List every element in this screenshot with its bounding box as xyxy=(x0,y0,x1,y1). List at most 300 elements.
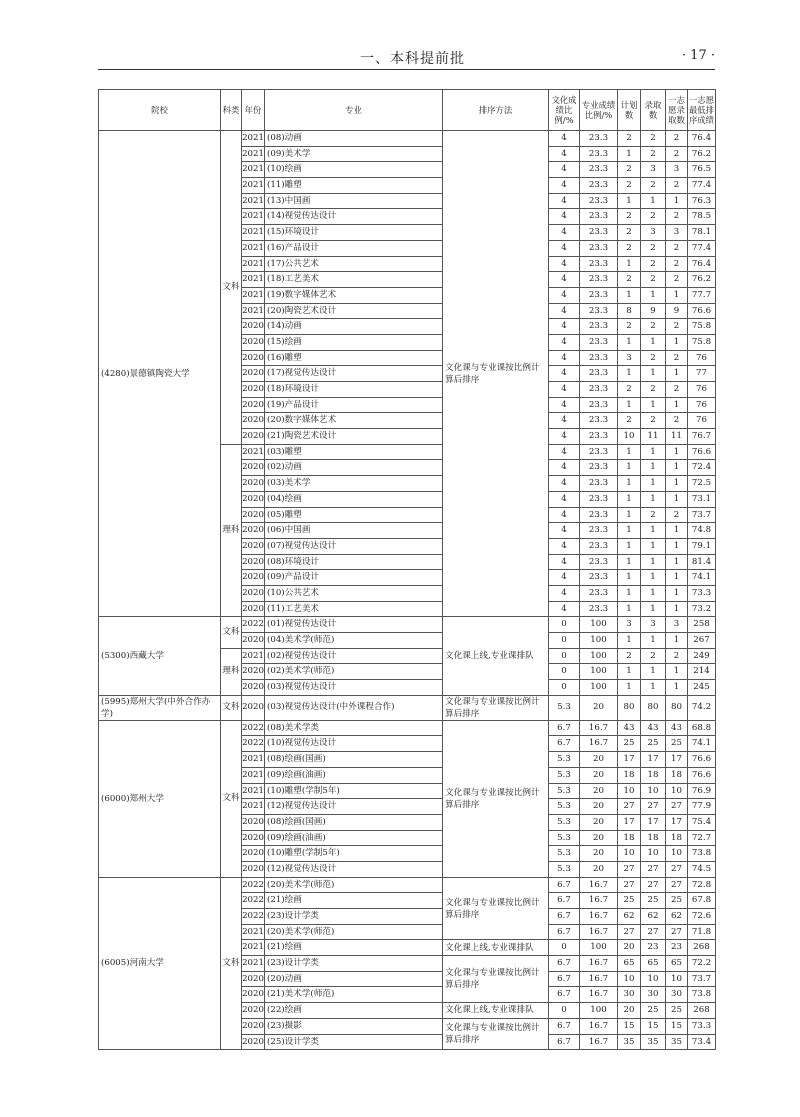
first-choice-count-cell: 25 xyxy=(666,893,688,909)
first-choice-min-cell: 77 xyxy=(688,366,716,382)
first-choice-min-cell: 75.4 xyxy=(688,814,716,830)
first-choice-min-cell: 73.1 xyxy=(688,491,716,507)
major-cell: (15)绘画 xyxy=(265,334,443,350)
admitted-cell: 2 xyxy=(641,272,666,288)
culture-ratio-cell: 4 xyxy=(549,225,580,241)
year-cell: 2022 xyxy=(242,617,265,633)
first-choice-min-cell: 73.3 xyxy=(688,585,716,601)
admitted-cell: 25 xyxy=(641,1003,666,1019)
first-choice-count-cell: 2 xyxy=(666,146,688,162)
admitted-cell: 1 xyxy=(641,601,666,617)
first-choice-min-cell: 79.1 xyxy=(688,538,716,554)
culture-ratio-cell: 0 xyxy=(549,648,580,664)
major-cell: (21)绘画 xyxy=(265,940,443,956)
major-ratio-cell: 16.7 xyxy=(580,893,618,909)
culture-ratio-cell: 0 xyxy=(549,617,580,633)
culture-ratio-cell: 4 xyxy=(549,444,580,460)
first-choice-count-cell: 1 xyxy=(666,334,688,350)
admitted-cell: 25 xyxy=(641,893,666,909)
admitted-cell: 2 xyxy=(641,146,666,162)
col-header-category: 科类 xyxy=(221,90,242,131)
major-cell: (04)绘画 xyxy=(265,491,443,507)
col-header-major: 专业 xyxy=(265,90,443,131)
first-choice-count-cell: 1 xyxy=(666,287,688,303)
culture-ratio-cell: 4 xyxy=(549,303,580,319)
year-cell: 2022 xyxy=(242,893,265,909)
admitted-cell: 23 xyxy=(641,940,666,956)
col-header-admitted: 录取数 xyxy=(641,90,666,131)
plan-cell: 27 xyxy=(618,877,641,893)
first-choice-count-cell: 18 xyxy=(666,767,688,783)
method-cell: 文化课上线,专业课排队 xyxy=(443,1003,549,1019)
plan-cell: 1 xyxy=(618,601,641,617)
admitted-cell: 2 xyxy=(641,413,666,429)
admissions-table xyxy=(98,89,716,1050)
major-cell: (08)绘画(国画) xyxy=(265,752,443,768)
major-ratio-cell: 20 xyxy=(580,783,618,799)
major-ratio-cell: 23.3 xyxy=(580,225,618,241)
culture-ratio-cell: 5.3 xyxy=(549,846,580,862)
first-choice-min-cell: 76.5 xyxy=(688,162,716,178)
plan-cell: 1 xyxy=(618,507,641,523)
first-choice-min-cell: 71.8 xyxy=(688,924,716,940)
plan-cell: 1 xyxy=(618,680,641,696)
plan-cell: 2 xyxy=(618,382,641,398)
table-row xyxy=(99,877,716,893)
plan-cell: 1 xyxy=(618,585,641,601)
major-cell: (12)视觉传达设计 xyxy=(265,799,443,815)
first-choice-min-cell: 68.8 xyxy=(688,720,716,736)
first-choice-min-cell: 67.8 xyxy=(688,893,716,909)
major-cell: (10)公共艺术 xyxy=(265,585,443,601)
first-choice-min-cell: 76.6 xyxy=(688,444,716,460)
major-ratio-cell: 16.7 xyxy=(580,909,618,925)
admitted-cell: 25 xyxy=(641,736,666,752)
plan-cell: 1 xyxy=(618,397,641,413)
first-choice-count-cell: 1 xyxy=(666,585,688,601)
major-cell: (10)绘画 xyxy=(265,162,443,178)
culture-ratio-cell: 0 xyxy=(549,1003,580,1019)
first-choice-min-cell: 76.6 xyxy=(688,303,716,319)
admitted-cell: 1 xyxy=(641,538,666,554)
first-choice-min-cell: 267 xyxy=(688,633,716,649)
major-cell: (01)视觉传达设计 xyxy=(265,617,443,633)
year-cell: 2021 xyxy=(242,178,265,194)
major-ratio-cell: 100 xyxy=(580,648,618,664)
year-cell: 2022 xyxy=(242,877,265,893)
major-ratio-cell: 16.7 xyxy=(580,1018,618,1034)
plan-cell: 18 xyxy=(618,830,641,846)
first-choice-count-cell: 80 xyxy=(666,695,688,720)
admitted-cell: 1 xyxy=(641,444,666,460)
first-choice-count-cell: 15 xyxy=(666,1018,688,1034)
major-cell: (23)设计学类 xyxy=(265,909,443,925)
plan-cell: 27 xyxy=(618,861,641,877)
culture-ratio-cell: 6.7 xyxy=(549,877,580,893)
first-choice-min-cell: 77.4 xyxy=(688,178,716,194)
first-choice-min-cell: 75.8 xyxy=(688,334,716,350)
major-cell: (09)绘画(油画) xyxy=(265,830,443,846)
major-ratio-cell: 23.3 xyxy=(580,131,618,147)
major-cell: (21)美术学(师范) xyxy=(265,987,443,1003)
admitted-cell: 27 xyxy=(641,877,666,893)
plan-cell: 2 xyxy=(618,131,641,147)
category-cell: 文科 xyxy=(221,617,242,648)
plan-cell: 2 xyxy=(618,413,641,429)
major-cell: (10)视觉传达设计 xyxy=(265,736,443,752)
first-choice-min-cell: 74.5 xyxy=(688,861,716,877)
culture-ratio-cell: 4 xyxy=(549,334,580,350)
year-cell: 2020 xyxy=(242,397,265,413)
plan-cell: 1 xyxy=(618,146,641,162)
year-cell: 2021 xyxy=(242,303,265,319)
culture-ratio-cell: 4 xyxy=(549,256,580,272)
method-cell: 文化课与专业课按比例计算后排序 xyxy=(443,695,549,720)
first-choice-min-cell: 72.2 xyxy=(688,956,716,972)
culture-ratio-cell: 0 xyxy=(549,633,580,649)
culture-ratio-cell: 4 xyxy=(549,382,580,398)
culture-ratio-cell: 4 xyxy=(549,350,580,366)
year-cell: 2020 xyxy=(242,814,265,830)
first-choice-count-cell: 2 xyxy=(666,256,688,272)
major-cell: (17)视觉传达设计 xyxy=(265,366,443,382)
major-ratio-cell: 20 xyxy=(580,861,618,877)
admitted-cell: 10 xyxy=(641,846,666,862)
year-cell: 2021 xyxy=(242,956,265,972)
first-choice-count-cell: 2 xyxy=(666,507,688,523)
major-cell: (05)雕塑 xyxy=(265,507,443,523)
plan-cell: 27 xyxy=(618,924,641,940)
first-choice-min-cell: 76 xyxy=(688,382,716,398)
first-choice-count-cell: 27 xyxy=(666,877,688,893)
major-cell: (08)动画 xyxy=(265,131,443,147)
major-cell: (20)美术学(师范) xyxy=(265,877,443,893)
col-header-plan: 计划数 xyxy=(618,90,641,131)
year-cell: 2021 xyxy=(242,648,265,664)
plan-cell: 2 xyxy=(618,225,641,241)
major-cell: (21)绘画 xyxy=(265,893,443,909)
first-choice-min-cell: 78.1 xyxy=(688,225,716,241)
plan-cell: 3 xyxy=(618,350,641,366)
major-ratio-cell: 23.3 xyxy=(580,256,618,272)
first-choice-min-cell: 76 xyxy=(688,350,716,366)
year-cell: 2021 xyxy=(242,752,265,768)
admitted-cell: 9 xyxy=(641,303,666,319)
year-cell: 2020 xyxy=(242,987,265,1003)
school-cell: (5995)郑州大学(中外合作办学) xyxy=(99,695,221,720)
admitted-cell: 3 xyxy=(641,617,666,633)
year-cell: 2020 xyxy=(242,1003,265,1019)
year-cell: 2022 xyxy=(242,736,265,752)
admitted-cell: 17 xyxy=(641,814,666,830)
culture-ratio-cell: 4 xyxy=(549,507,580,523)
table-row xyxy=(99,720,716,736)
admitted-cell: 35 xyxy=(641,1034,666,1050)
year-cell: 2020 xyxy=(242,554,265,570)
year-cell: 2020 xyxy=(242,476,265,492)
plan-cell: 1 xyxy=(618,523,641,539)
first-choice-count-cell: 25 xyxy=(666,736,688,752)
plan-cell: 10 xyxy=(618,429,641,445)
admitted-cell: 1 xyxy=(641,680,666,696)
year-cell: 2021 xyxy=(242,225,265,241)
culture-ratio-cell: 4 xyxy=(549,570,580,586)
admitted-cell: 15 xyxy=(641,1018,666,1034)
year-cell: 2020 xyxy=(242,585,265,601)
plan-cell: 20 xyxy=(618,940,641,956)
major-cell: (02)动画 xyxy=(265,460,443,476)
culture-ratio-cell: 5.3 xyxy=(549,752,580,768)
year-cell: 2021 xyxy=(242,924,265,940)
major-cell: (12)视觉传达设计 xyxy=(265,861,443,877)
year-cell: 2020 xyxy=(242,334,265,350)
first-choice-count-cell: 43 xyxy=(666,720,688,736)
culture-ratio-cell: 4 xyxy=(549,131,580,147)
first-choice-count-cell: 1 xyxy=(666,680,688,696)
first-choice-min-cell: 73.7 xyxy=(688,507,716,523)
admitted-cell: 11 xyxy=(641,429,666,445)
year-cell: 2020 xyxy=(242,413,265,429)
culture-ratio-cell: 4 xyxy=(549,585,580,601)
year-cell: 2021 xyxy=(242,162,265,178)
header-divider xyxy=(98,69,715,70)
plan-cell: 1 xyxy=(618,664,641,680)
first-choice-min-cell: 268 xyxy=(688,1003,716,1019)
col-header-first-choice-min: 一志愿最低排序成绩 xyxy=(688,90,716,131)
first-choice-count-cell: 2 xyxy=(666,209,688,225)
first-choice-min-cell: 72.6 xyxy=(688,909,716,925)
major-ratio-cell: 100 xyxy=(580,664,618,680)
first-choice-min-cell: 76.9 xyxy=(688,783,716,799)
admitted-cell: 3 xyxy=(641,225,666,241)
first-choice-count-cell: 1 xyxy=(666,523,688,539)
first-choice-count-cell: 30 xyxy=(666,987,688,1003)
first-choice-min-cell: 76.4 xyxy=(688,131,716,147)
first-choice-min-cell: 245 xyxy=(688,680,716,696)
major-cell: (20)陶瓷艺术设计 xyxy=(265,303,443,319)
admitted-cell: 1 xyxy=(641,460,666,476)
plan-cell: 2 xyxy=(618,240,641,256)
culture-ratio-cell: 4 xyxy=(549,523,580,539)
first-choice-count-cell: 65 xyxy=(666,956,688,972)
admitted-cell: 2 xyxy=(641,382,666,398)
year-cell: 2020 xyxy=(242,1018,265,1034)
major-cell: (06)中国画 xyxy=(265,523,443,539)
culture-ratio-cell: 4 xyxy=(549,601,580,617)
first-choice-min-cell: 72.8 xyxy=(688,877,716,893)
major-ratio-cell: 23.3 xyxy=(580,382,618,398)
first-choice-count-cell: 1 xyxy=(666,633,688,649)
major-ratio-cell: 23.3 xyxy=(580,460,618,476)
plan-cell: 27 xyxy=(618,799,641,815)
first-choice-count-cell: 2 xyxy=(666,382,688,398)
first-choice-count-cell: 1 xyxy=(666,491,688,507)
first-choice-min-cell: 73.3 xyxy=(688,1018,716,1034)
major-ratio-cell: 23.3 xyxy=(580,523,618,539)
major-cell: (15)环境设计 xyxy=(265,225,443,241)
major-ratio-cell: 23.3 xyxy=(580,444,618,460)
culture-ratio-cell: 6.7 xyxy=(549,971,580,987)
year-cell: 2021 xyxy=(242,287,265,303)
col-header-year: 年份 xyxy=(242,90,265,131)
plan-cell: 1 xyxy=(618,491,641,507)
major-cell: (19)数字媒体艺术 xyxy=(265,287,443,303)
admitted-cell: 1 xyxy=(641,585,666,601)
plan-cell: 30 xyxy=(618,987,641,1003)
plan-cell: 10 xyxy=(618,971,641,987)
admitted-cell: 1 xyxy=(641,570,666,586)
major-ratio-cell: 16.7 xyxy=(580,956,618,972)
major-ratio-cell: 23.3 xyxy=(580,570,618,586)
major-cell: (17)公共艺术 xyxy=(265,256,443,272)
admitted-cell: 2 xyxy=(641,209,666,225)
first-choice-count-cell: 62 xyxy=(666,909,688,925)
major-ratio-cell: 20 xyxy=(580,830,618,846)
plan-cell: 1 xyxy=(618,633,641,649)
admitted-cell: 27 xyxy=(641,861,666,877)
admitted-cell: 1 xyxy=(641,366,666,382)
first-choice-count-cell: 27 xyxy=(666,799,688,815)
first-choice-count-cell: 1 xyxy=(666,554,688,570)
admitted-cell: 1 xyxy=(641,334,666,350)
major-ratio-cell: 23.3 xyxy=(580,350,618,366)
plan-cell: 80 xyxy=(618,695,641,720)
plan-cell: 20 xyxy=(618,1003,641,1019)
plan-cell: 1 xyxy=(618,476,641,492)
category-cell: 文科 xyxy=(221,695,242,720)
major-cell: (14)视觉传达设计 xyxy=(265,209,443,225)
first-choice-min-cell: 75.8 xyxy=(688,319,716,335)
major-ratio-cell: 23.3 xyxy=(580,334,618,350)
major-ratio-cell: 23.3 xyxy=(580,585,618,601)
major-ratio-cell: 100 xyxy=(580,680,618,696)
admitted-cell: 18 xyxy=(641,830,666,846)
culture-ratio-cell: 4 xyxy=(549,146,580,162)
first-choice-min-cell: 76.2 xyxy=(688,146,716,162)
major-cell: (03)雕塑 xyxy=(265,444,443,460)
plan-cell: 2 xyxy=(618,319,641,335)
first-choice-min-cell: 76.3 xyxy=(688,193,716,209)
major-ratio-cell: 23.3 xyxy=(580,507,618,523)
major-ratio-cell: 23.3 xyxy=(580,538,618,554)
major-ratio-cell: 100 xyxy=(580,633,618,649)
culture-ratio-cell: 5.3 xyxy=(549,861,580,877)
first-choice-count-cell: 27 xyxy=(666,924,688,940)
culture-ratio-cell: 6.7 xyxy=(549,1034,580,1050)
year-cell: 2020 xyxy=(242,491,265,507)
plan-cell: 10 xyxy=(618,783,641,799)
culture-ratio-cell: 5.3 xyxy=(549,830,580,846)
major-ratio-cell: 23.3 xyxy=(580,178,618,194)
first-choice-count-cell: 1 xyxy=(666,444,688,460)
first-choice-min-cell: 73.7 xyxy=(688,971,716,987)
method-cell: 文化课与专业课按比例计算后排序 xyxy=(443,131,549,617)
year-cell: 2022 xyxy=(242,720,265,736)
table-row xyxy=(99,617,716,633)
first-choice-count-cell: 10 xyxy=(666,971,688,987)
first-choice-min-cell: 72.7 xyxy=(688,830,716,846)
culture-ratio-cell: 6.7 xyxy=(549,924,580,940)
culture-ratio-cell: 4 xyxy=(549,538,580,554)
table-body xyxy=(99,131,716,1050)
first-choice-count-cell: 3 xyxy=(666,162,688,178)
admitted-cell: 65 xyxy=(641,956,666,972)
culture-ratio-cell: 4 xyxy=(549,240,580,256)
first-choice-min-cell: 77.9 xyxy=(688,799,716,815)
major-cell: (11)雕塑 xyxy=(265,178,443,194)
school-cell: (6000)郑州大学 xyxy=(99,720,221,877)
admitted-cell: 62 xyxy=(641,909,666,925)
first-choice-min-cell: 214 xyxy=(688,664,716,680)
plan-cell: 2 xyxy=(618,272,641,288)
major-ratio-cell: 16.7 xyxy=(580,1034,618,1050)
plan-cell: 43 xyxy=(618,720,641,736)
category-cell: 文科 xyxy=(221,877,242,1050)
major-ratio-cell: 23.3 xyxy=(580,193,618,209)
col-header-school: 院校 xyxy=(99,90,221,131)
plan-cell: 1 xyxy=(618,287,641,303)
first-choice-count-cell: 11 xyxy=(666,429,688,445)
admitted-cell: 2 xyxy=(641,507,666,523)
culture-ratio-cell: 0 xyxy=(549,940,580,956)
culture-ratio-cell: 4 xyxy=(549,162,580,178)
first-choice-count-cell: 1 xyxy=(666,601,688,617)
plan-cell: 65 xyxy=(618,956,641,972)
first-choice-count-cell: 23 xyxy=(666,940,688,956)
first-choice-min-cell: 73.4 xyxy=(688,1034,716,1050)
major-cell: (09)产品设计 xyxy=(265,570,443,586)
admitted-cell: 30 xyxy=(641,987,666,1003)
major-ratio-cell: 20 xyxy=(580,695,618,720)
major-ratio-cell: 16.7 xyxy=(580,736,618,752)
year-cell: 2020 xyxy=(242,633,265,649)
method-cell: 文化课与专业课按比例计算后排序 xyxy=(443,720,549,877)
plan-cell: 25 xyxy=(618,736,641,752)
first-choice-min-cell: 258 xyxy=(688,617,716,633)
major-ratio-cell: 20 xyxy=(580,846,618,862)
major-ratio-cell: 16.7 xyxy=(580,877,618,893)
culture-ratio-cell: 5.3 xyxy=(549,814,580,830)
year-cell: 2020 xyxy=(242,846,265,862)
school-cell: (6005)河南大学 xyxy=(99,877,221,1050)
first-choice-min-cell: 76.4 xyxy=(688,256,716,272)
year-cell: 2020 xyxy=(242,861,265,877)
plan-cell: 1 xyxy=(618,460,641,476)
first-choice-count-cell: 1 xyxy=(666,366,688,382)
major-ratio-cell: 23.3 xyxy=(580,146,618,162)
plan-cell: 1 xyxy=(618,366,641,382)
plan-cell: 17 xyxy=(618,814,641,830)
year-cell: 2021 xyxy=(242,256,265,272)
culture-ratio-cell: 4 xyxy=(549,193,580,209)
major-ratio-cell: 100 xyxy=(580,940,618,956)
year-cell: 2021 xyxy=(242,193,265,209)
admitted-cell: 1 xyxy=(641,193,666,209)
first-choice-count-cell: 2 xyxy=(666,131,688,147)
admitted-cell: 1 xyxy=(641,287,666,303)
first-choice-count-cell: 35 xyxy=(666,1034,688,1050)
culture-ratio-cell: 5.3 xyxy=(549,767,580,783)
major-cell: (09)绘画(油画) xyxy=(265,767,443,783)
major-ratio-cell: 23.3 xyxy=(580,397,618,413)
major-cell: (03)视觉传达设计 xyxy=(265,680,443,696)
major-ratio-cell: 23.3 xyxy=(580,303,618,319)
major-ratio-cell: 100 xyxy=(580,617,618,633)
year-cell: 2020 xyxy=(242,538,265,554)
major-ratio-cell: 23.3 xyxy=(580,476,618,492)
culture-ratio-cell: 6.7 xyxy=(549,987,580,1003)
first-choice-count-cell: 2 xyxy=(666,319,688,335)
